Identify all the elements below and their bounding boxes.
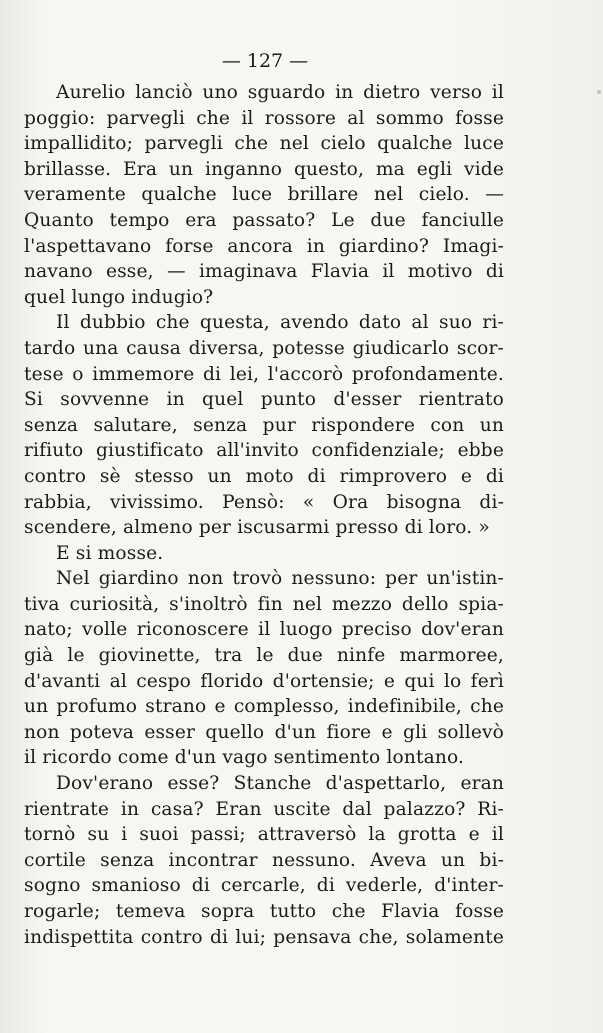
body-text <box>24 80 504 950</box>
text-line: brillasse. Era un inganno questo, ma egli vide <box>24 158 504 180</box>
paragraph <box>24 566 504 771</box>
text-line: tornò su i suoi passi; attraversò la grotta e il <box>24 824 504 846</box>
text-line: tiva curiosità, s'inoltrò fin nel mezzo dello spia- <box>24 593 504 615</box>
paragraph <box>24 541 504 567</box>
paper-speck <box>597 90 601 94</box>
text-line: E si mosse. <box>56 542 164 564</box>
text-line: d'avanti al cespo florido d'ortensie; e qui lo ferì <box>24 670 504 692</box>
paragraph <box>24 771 504 950</box>
text-line: sogno smanioso di cercarle, di vederle, d'inter- <box>24 875 504 897</box>
text-line: un profumo strano e complesso, indefinibile, che <box>24 696 504 718</box>
paragraph <box>24 310 504 540</box>
text-line: quel lungo indugio? <box>24 286 214 308</box>
text-line: cortile senza incontrar nessuno. Aveva un bi- <box>24 849 504 871</box>
text-line: Aurelio lanciò uno sguardo in dietro verso il <box>56 82 504 103</box>
text-line: Si sovvenne in quel punto d'esser rientrato <box>24 389 504 411</box>
text-line: impallidito; parvegli che nel cielo qualche luce <box>24 133 504 155</box>
page-number: — 127 — <box>221 50 309 72</box>
text-line: senza salutare, senza pur rispondere con un <box>24 414 504 436</box>
text-line: rogarle; temeva sopra tutto che Flavia fosse <box>24 901 504 922</box>
text-line: il ricordo come d'un vago sentimento lontano. <box>24 747 465 769</box>
text-line: l'aspettavano forse ancora in giardino? Imagi- <box>24 235 504 257</box>
text-line: Dov'erano esse? Stanche d'aspettarlo, eran <box>56 773 504 795</box>
text-line: veramente qualche luce brillare nel cielo. — <box>24 184 504 206</box>
text-line: nato; volle riconoscere il luogo preciso dov'eran <box>24 619 504 641</box>
paragraph <box>24 80 504 310</box>
text-line: Il dubbio che questa, avendo dato al suo ri- <box>56 312 504 334</box>
text-line: Nel giardino non trovò nessuno: per un'istin- <box>56 568 504 590</box>
text-line: non poteva esser quello d'un fiore e gli sollevò <box>24 721 504 743</box>
text-line: Quanto tempo era passato? Le due fanciulle <box>24 209 504 231</box>
text-line: rifiuto giustificato all'invito confidenziale; ebbe <box>24 440 504 462</box>
text-line: tese o immemore di lei, l'accorò profondamente. <box>24 363 504 385</box>
text-line: poggio: parvegli che il rossore al sommo fosse <box>24 107 504 129</box>
text-line: rientrate in casa? Eran uscite dal palazzo? Ri- <box>24 798 504 820</box>
text-line: già le giovinette, tra le due ninfe marmoree, <box>24 645 504 667</box>
text-line: tardo una causa diversa, potesse giudicarlo scor- <box>24 337 504 359</box>
text-line: indispettita contro di lui; pensava che, solamente <box>24 926 504 948</box>
text-line: rabbia, vivissimo. Pensò: « Ora bisogna di- <box>24 491 504 513</box>
text-line: contro sè stesso un moto di rimprovero e di <box>24 465 504 487</box>
text-line: scendere, almeno per iscusarmi presso di loro. » <box>24 517 490 539</box>
text-line: navano esse, — imaginava Flavia il motivo di <box>24 261 504 283</box>
